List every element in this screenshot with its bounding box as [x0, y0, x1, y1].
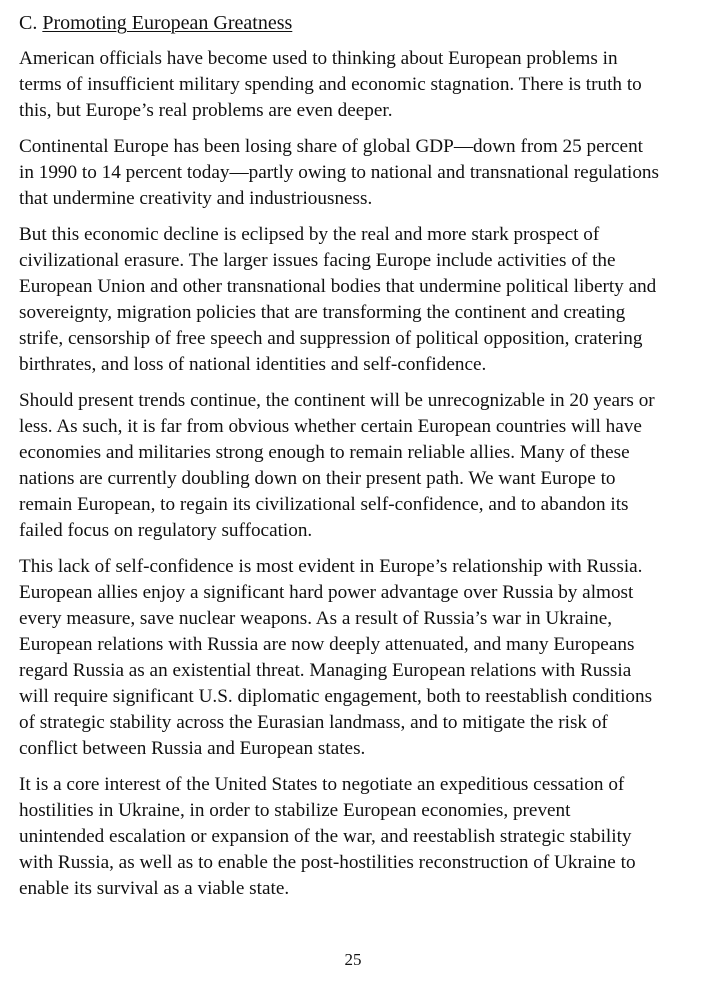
text-line: birthrates, and loss of national identities and self-confidence.: [19, 354, 487, 375]
paragraph-5: [19, 554, 699, 762]
text-line: this, but Europe’s real problems are even deeper.: [19, 100, 393, 121]
text-line: with Russia, as well as to enable the post-hostilities reconstruction of Ukraine to: [19, 852, 636, 873]
text-line: failed focus on regulatory suffocation.: [19, 520, 313, 541]
text-line: European Union and other transnational bodies that undermine political liberty and: [19, 276, 657, 297]
text-line: less. As such, it is far from obvious whether certain European countries will have: [19, 416, 642, 437]
text-line: of strategic stability across the Eurasian landmass, and to mitigate the risk of: [19, 712, 608, 733]
text-line: unintended escalation or expansion of the war, and reestablish strategic stability: [19, 826, 632, 847]
text-line: every measure, save nuclear weapons. As a result of Russia’s war in Ukraine,: [19, 608, 613, 629]
text-line: hostilities in Ukraine, in order to stabilize European economies, prevent: [19, 800, 571, 821]
page-number: 25: [344, 950, 362, 969]
text-line: Continental Europe has been losing share of global GDP—down from 25 percent: [19, 136, 643, 157]
paragraph-2: [19, 134, 699, 212]
text-line: conflict between Russia and European states.: [19, 738, 366, 759]
paragraph-3: [19, 222, 699, 378]
text-line: economies and militaries strong enough to remain reliable allies. Many of these: [19, 442, 630, 463]
text-line: enable its survival as a viable state.: [19, 878, 290, 899]
text-line: It is a core interest of the United States to negotiate an expeditious cessation of: [19, 774, 625, 795]
text-line: But this economic decline is eclipsed by the real and more stark prospect of: [19, 224, 600, 245]
text-line: in 1990 to 14 percent today—partly owing to national and transnational regulations: [19, 162, 659, 183]
paragraph-4: [19, 388, 699, 544]
text-line: American officials have become used to thinking about European problems in: [19, 48, 618, 69]
paragraph-1: [19, 46, 699, 124]
text-line: terms of insufficient military spending and economic stagnation. There is truth to: [19, 74, 642, 95]
text-line: sovereignty, migration policies that are transforming the continent and creating: [19, 302, 626, 323]
text-line: Should present trends continue, the continent will be unrecognizable in 20 years or: [19, 390, 655, 411]
text-line: European relations with Russia are now deeply attenuated, and many Europeans: [19, 634, 635, 655]
text-line: nations are currently doubling down on their present path. We want Europe to: [19, 468, 616, 489]
document-page: [19, 10, 699, 912]
text-line: strife, censorship of free speech and suppression of political opposition, cratering: [19, 328, 643, 349]
text-line: civilizational erasure. The larger issues facing Europe include activities of the: [19, 250, 616, 271]
text-line: will require significant U.S. diplomatic engagement, both to reestablish conditions: [19, 686, 653, 707]
paragraph-6: [19, 772, 699, 902]
text-line: regard Russia as an existential threat. Managing European relations with Russia: [19, 660, 632, 681]
section-heading: [19, 10, 699, 36]
section-letter: C.: [19, 12, 38, 34]
section-title: Promoting European Greatness: [42, 12, 293, 34]
text-line: European allies enjoy a significant hard power advantage over Russia by almost: [19, 582, 634, 603]
text-line: This lack of self-confidence is most evident in Europe’s relationship with Russia.: [19, 556, 643, 577]
text-line: that undermine creativity and industriousness.: [19, 188, 373, 209]
text-line: remain European, to regain its civilizational self-confidence, and to abandon its: [19, 494, 629, 515]
